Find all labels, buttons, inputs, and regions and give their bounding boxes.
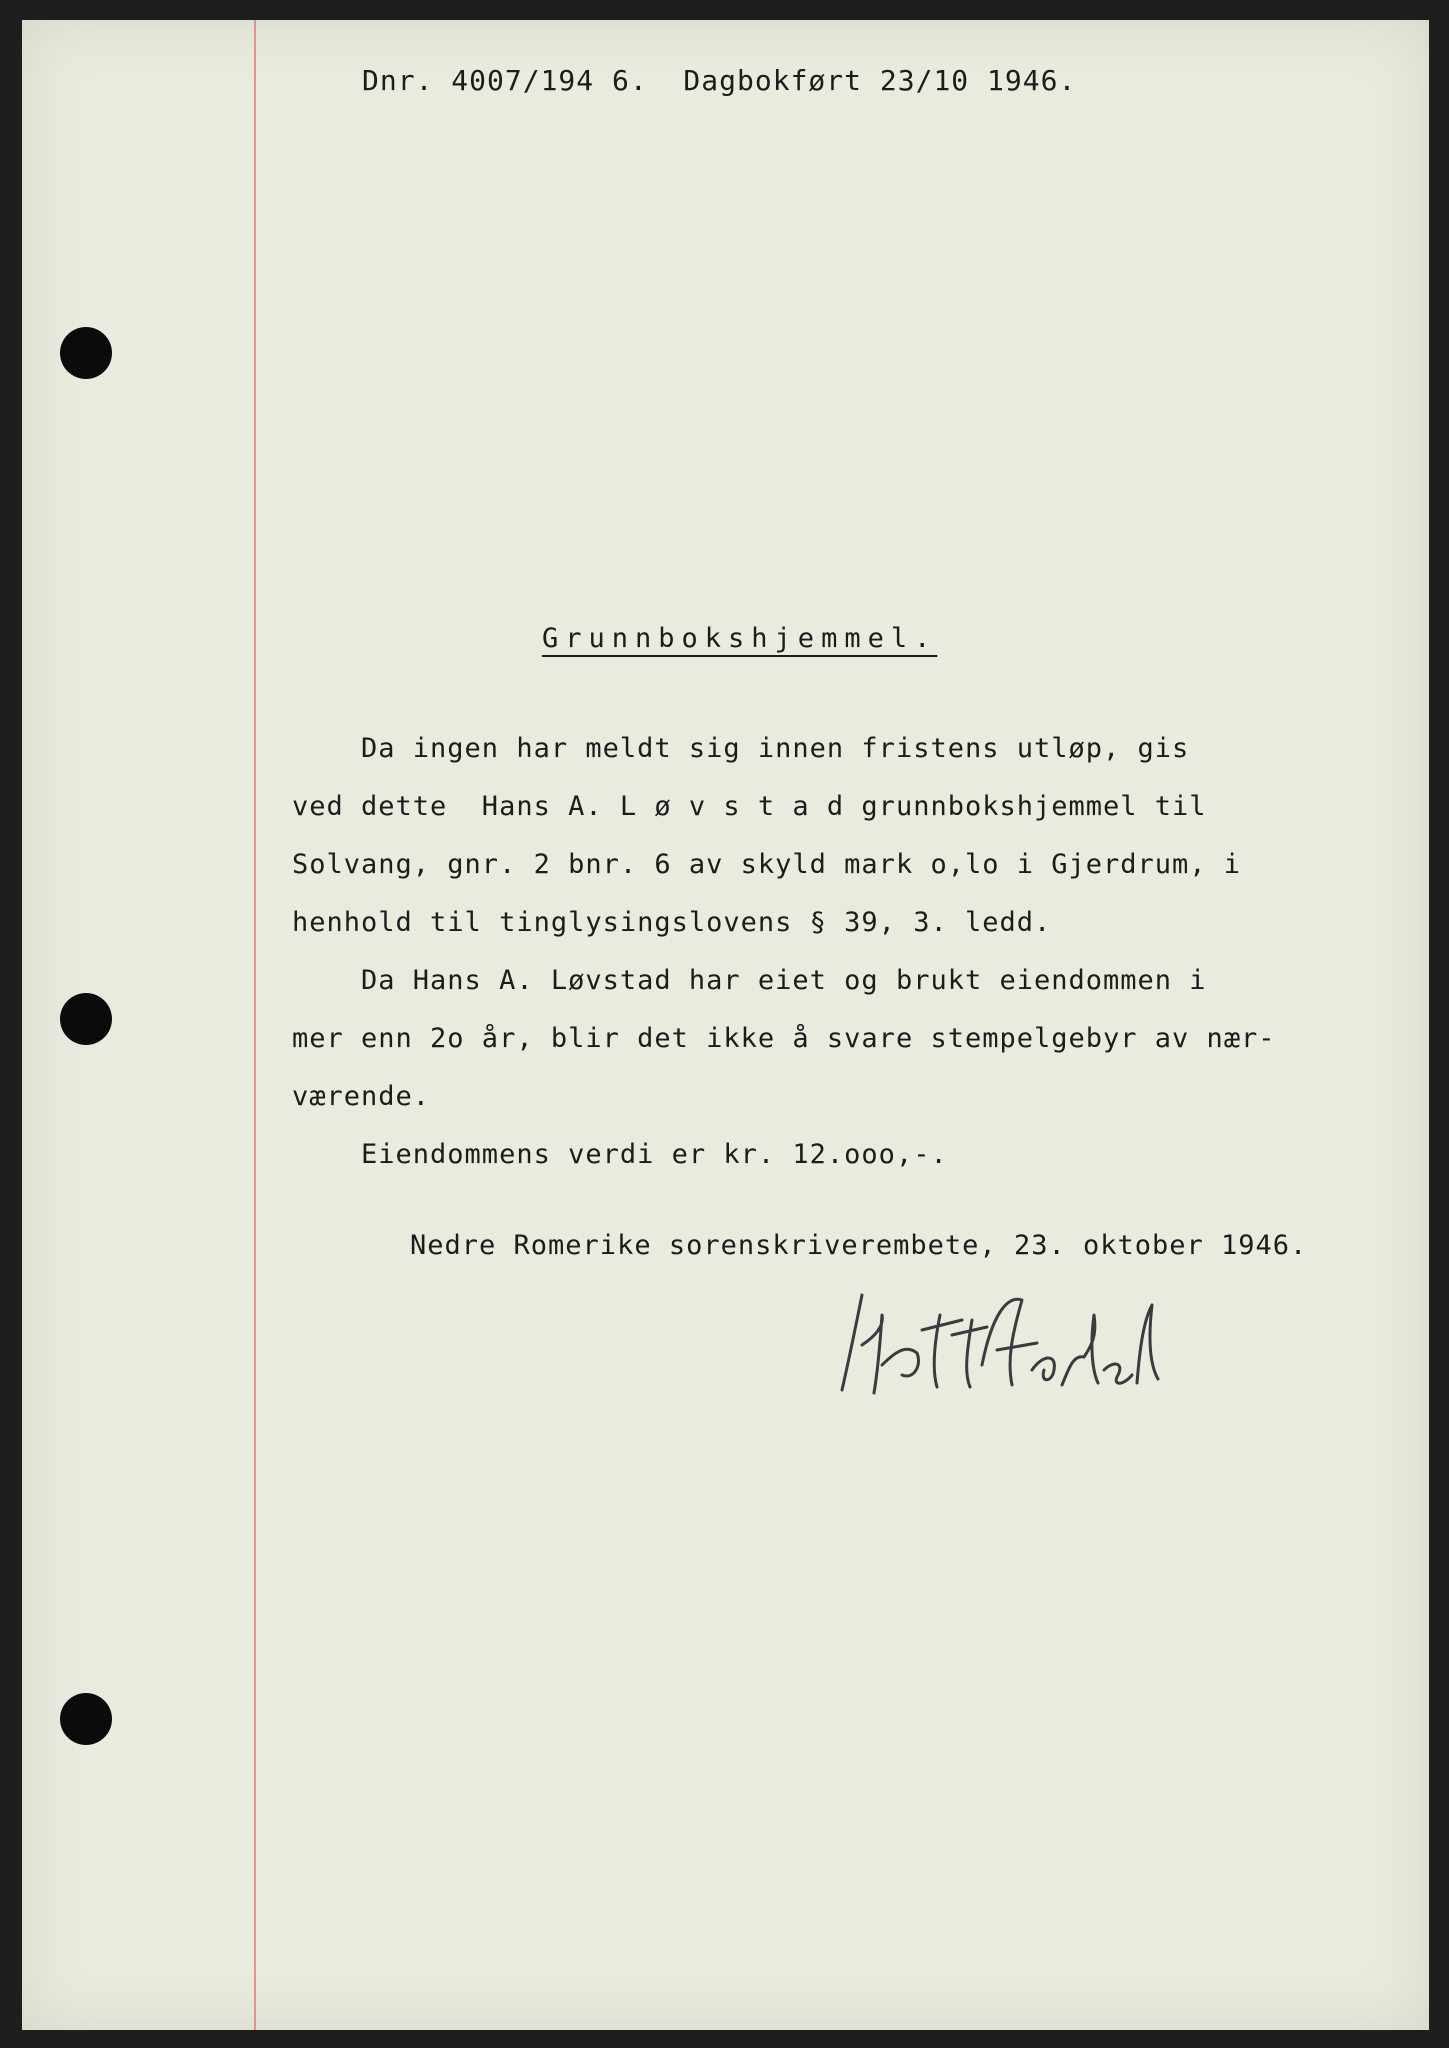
diary-number-line: Dnr. 4007/194 6. Dagbokført 23/10 1946. [362,64,1077,97]
body-line: ved dette Hans A. L ø v s t a d grunnbokshjemmel til [292,791,1207,822]
body-line: Eiendommens verdi er kr. 12.ooo,-. [292,1139,948,1170]
handwritten-signature [822,1275,1182,1415]
punch-hole-icon [60,327,112,379]
document-sheet [22,20,1429,2030]
margin-line [254,20,256,2030]
place-date-line: Nedre Romerike sorenskriverembete, 23. oktober 1946. [410,1230,1308,1261]
body-line: henhold til tinglysingslovens § 39, 3. ledd. [292,907,1052,938]
punch-hole-icon [60,993,112,1045]
punch-hole-icon [60,1693,112,1745]
body-line: værende. [292,1081,431,1112]
body-line: Solvang, gnr. 2 bnr. 6 av skyld mark o,lo i Gjerdrum, i [292,849,1242,880]
body-line: Da Hans A. Løvstad har eiet og brukt eiendommen i [292,965,1207,996]
body-line: Da ingen har meldt sig innen fristens utløp, gis [292,733,1190,764]
body-line: mer enn 2o år, blir det ikke å svare stempelgebyr av nær- [292,1023,1276,1054]
document-title: Grunnbokshjemmel. [542,623,938,654]
